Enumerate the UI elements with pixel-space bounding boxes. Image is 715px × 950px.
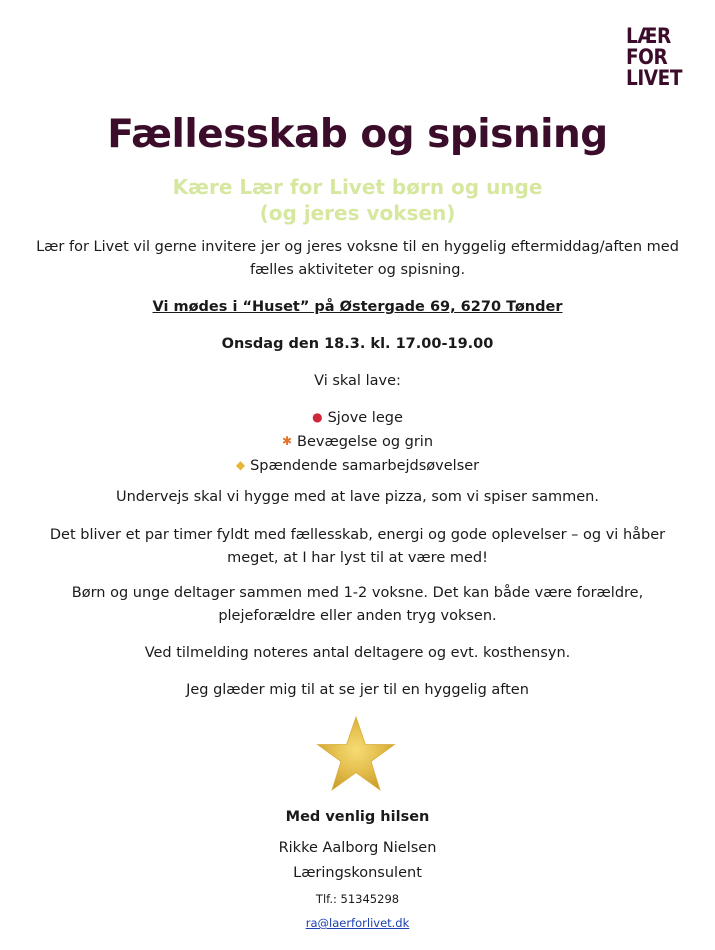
signature-role: Læringskonsulent bbox=[293, 865, 422, 881]
participants-line-1: Børn og unge deltager sammen med 1-2 voksne. Det kan både være forældre, bbox=[71, 585, 644, 601]
subtitle-line-2: (og jeres voksen) bbox=[259, 201, 456, 225]
participants-line-2: plejeforældre eller anden tryg voksen. bbox=[218, 608, 497, 624]
logo-line-3: LIVET bbox=[626, 66, 682, 90]
date-line: Onsdag den 18.3. kl. 17.00-19.00 bbox=[221, 336, 494, 352]
gold-star-icon bbox=[316, 716, 396, 792]
activity-label: Spændende samarbejdsøvelser bbox=[250, 458, 480, 474]
intro-line-1: Lær for Livet vil gerne invitere jer og jeres voksne til en hyggelig eftermiddag/aften med bbox=[36, 239, 679, 255]
fellowship-line-2: meget, at I har lyst til at være med! bbox=[227, 550, 488, 566]
signature-phone: Tlf.: 51345298 bbox=[315, 892, 400, 906]
cartwheel-person-icon: ✱ bbox=[281, 434, 293, 448]
participants-paragraph bbox=[20, 582, 695, 628]
fellowship-line-1: Det bliver et par timer fyldt med fællesskab, energi og gode oplevelser – og vi håber bbox=[49, 527, 666, 543]
registration-paragraph: Ved tilmelding noteres antal deltagere og evt. kosthensyn. bbox=[144, 645, 571, 661]
activity-item bbox=[20, 430, 695, 454]
activity-item bbox=[20, 406, 695, 430]
signature-name: Rikke Aalborg Nielsen bbox=[278, 840, 437, 856]
page-title: Fællesskab og spisning bbox=[107, 112, 608, 157]
intro-paragraph bbox=[20, 236, 695, 282]
activities-list bbox=[20, 406, 695, 478]
signature-email-line bbox=[20, 912, 695, 935]
fellowship-paragraph bbox=[20, 524, 695, 570]
location-text: Vi mødes i “Huset” på Østergade 69, 6270 Tønder bbox=[152, 299, 563, 315]
logo-line-1: LÆR bbox=[626, 24, 671, 48]
location-line bbox=[20, 296, 695, 319]
laer-for-livet-logo bbox=[626, 26, 689, 89]
activities-heading: Vi skal lave: bbox=[314, 373, 401, 389]
closing-paragraph: Jeg glæder mig til at se jer til en hyggelig aften bbox=[186, 682, 529, 698]
activity-label: Sjove lege bbox=[327, 410, 403, 426]
pizza-paragraph: Undervejs skal vi hygge med at lave pizza, som vi spiser sammen. bbox=[116, 489, 599, 505]
email-link[interactable]: ra@laerforlivet.dk bbox=[305, 916, 410, 930]
intro-line-2: fælles aktiviteter og spisning. bbox=[249, 262, 466, 278]
activity-label: Bevægelse og grin bbox=[297, 434, 434, 450]
handshake-icon: ◆ bbox=[235, 458, 246, 472]
subtitle bbox=[0, 174, 715, 226]
signature-greeting: Med venlig hilsen bbox=[285, 809, 430, 825]
subtitle-line-1: Kære Lær for Livet børn og unge bbox=[172, 175, 543, 199]
logo-line-2: FOR bbox=[626, 45, 668, 69]
activity-item bbox=[20, 454, 695, 478]
balloon-icon: ● bbox=[312, 410, 323, 424]
